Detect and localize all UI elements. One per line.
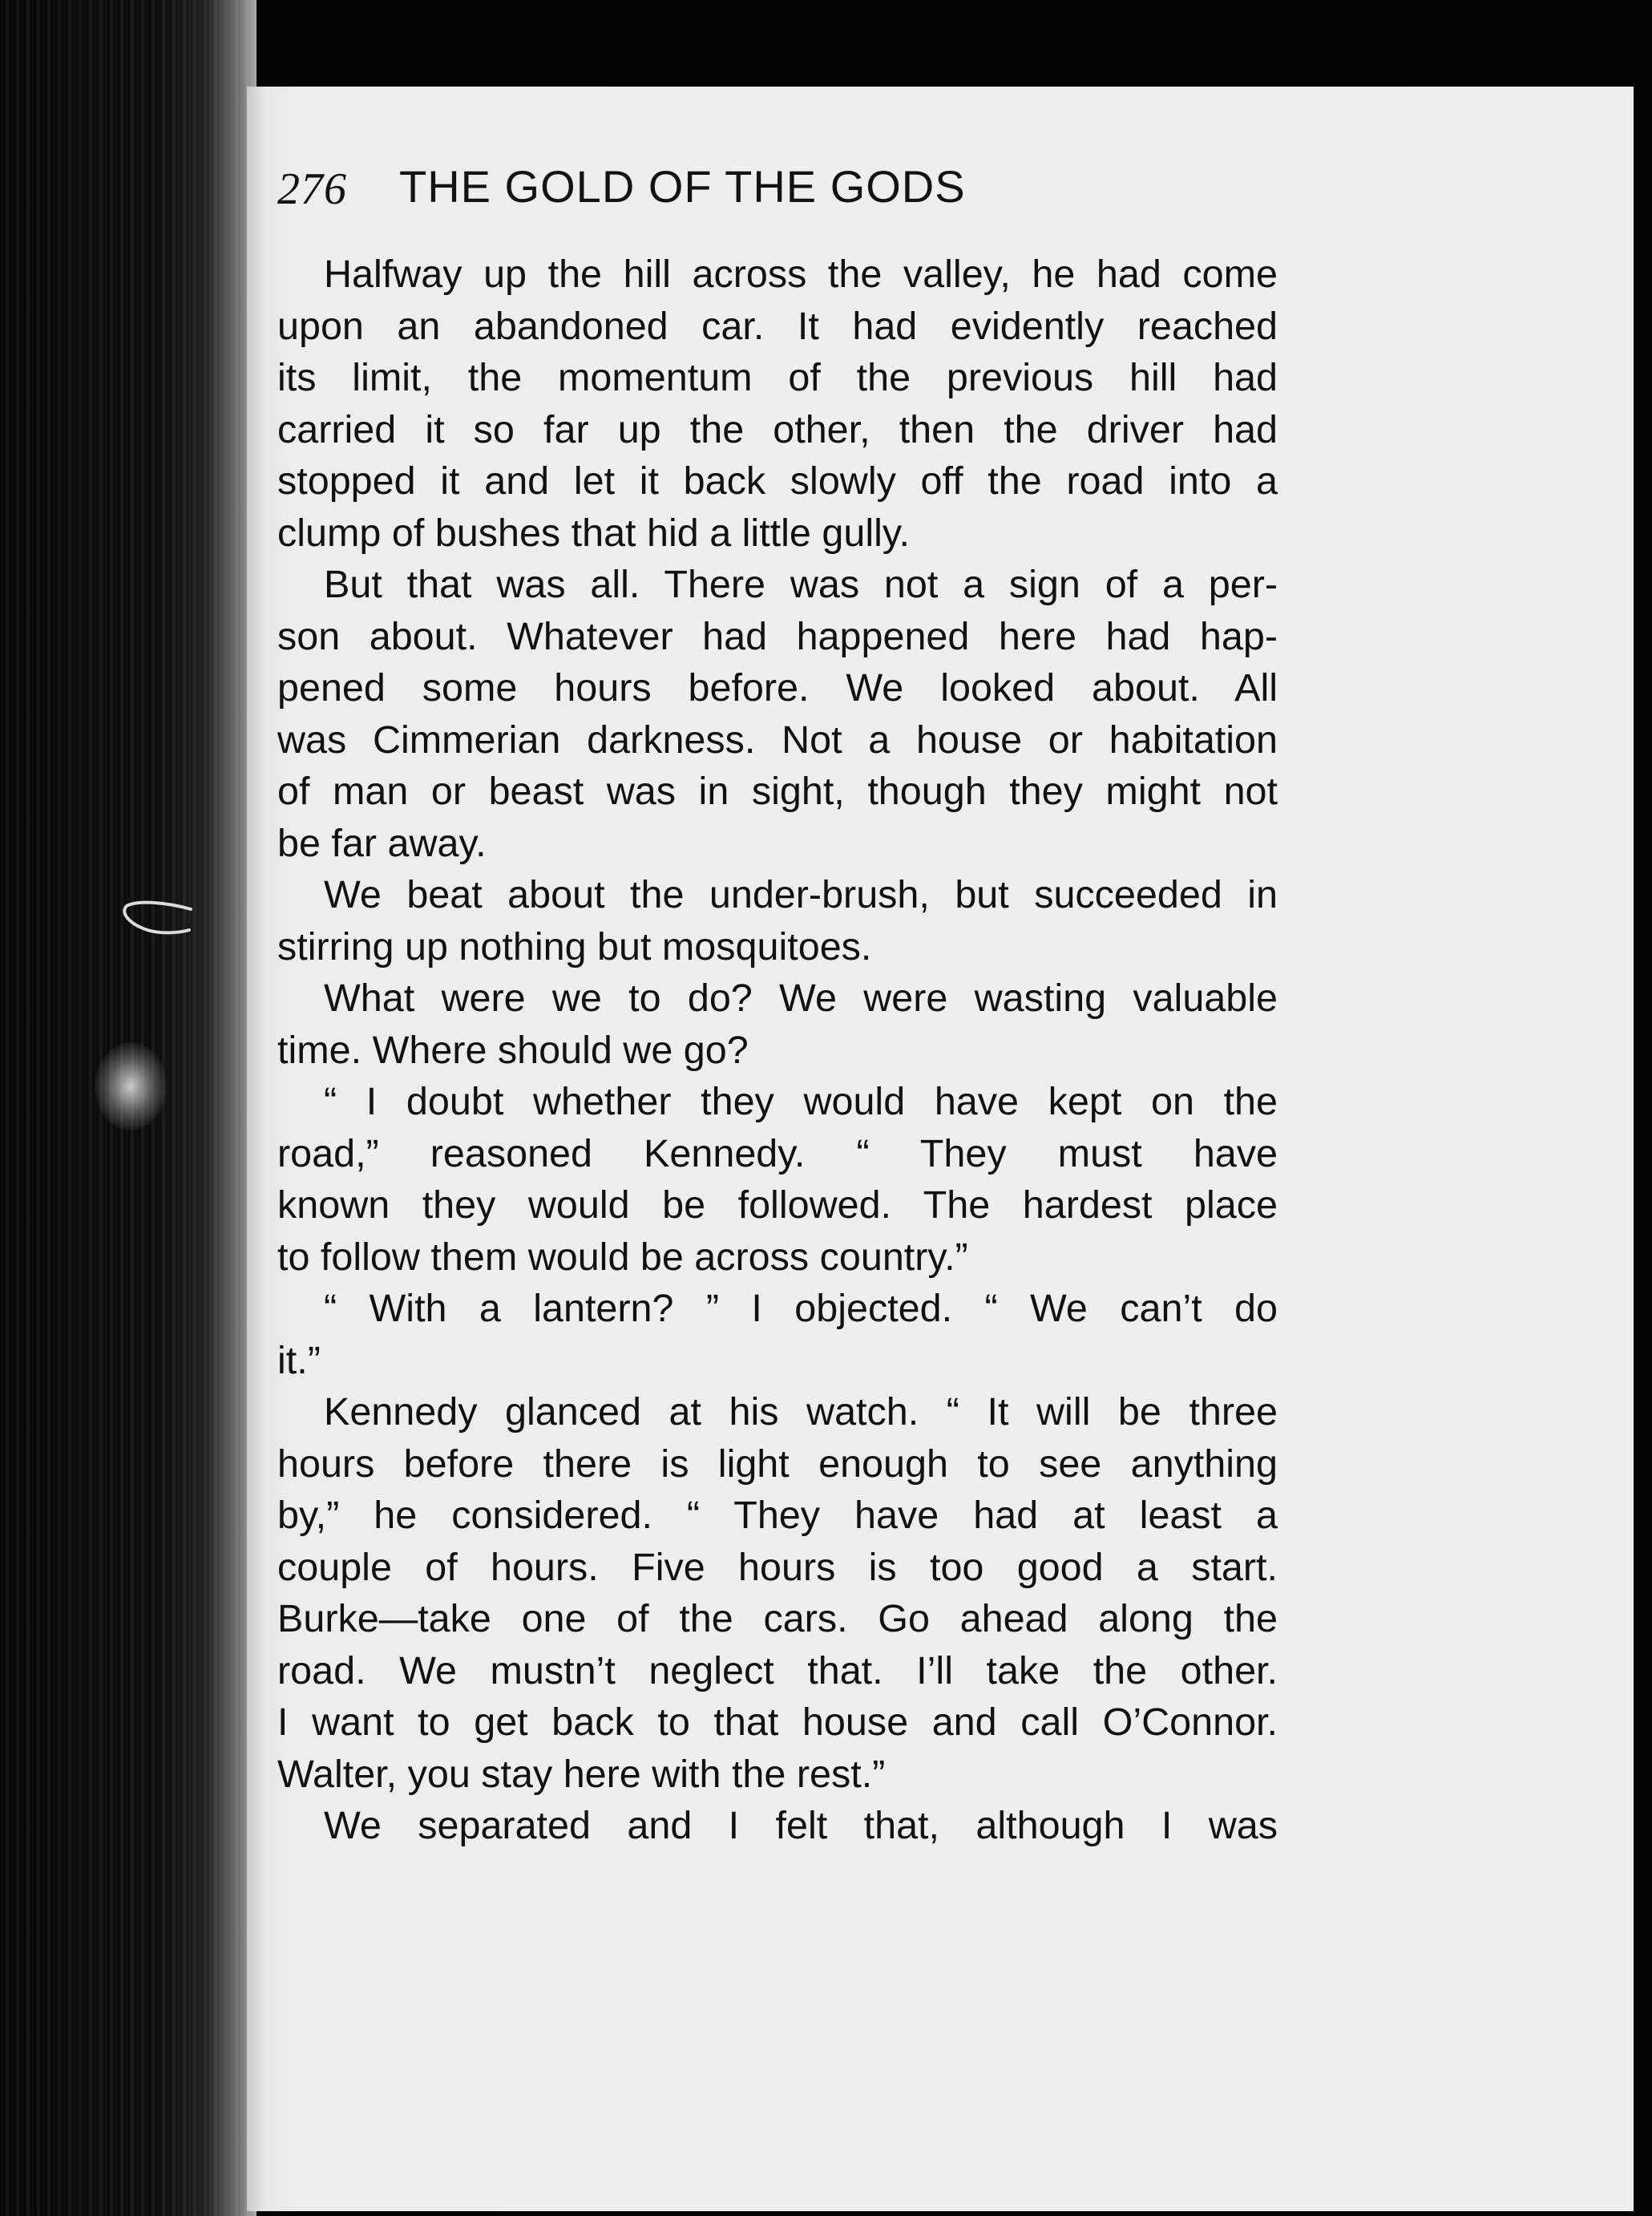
text-line: its limit, the momentum of the previous hill had	[277, 356, 1278, 399]
text-line: hours before there is light enough to see anything	[277, 1442, 1278, 1486]
text-line: time. Where should we go?	[277, 1028, 749, 1072]
text-line: What were we to do? We were wasting valuable	[324, 977, 1278, 1020]
paragraph	[277, 869, 1278, 973]
text-line: pened some hours before. We looked about. All	[277, 666, 1278, 710]
text-line: couple of hours. Five hours is too good a start.	[277, 1545, 1278, 1589]
pencil-mark	[120, 898, 196, 942]
text-line: Halfway up the hill across the valley, he had come	[324, 253, 1278, 296]
text-line: “ With a lantern? ” I objected. “ We can’t do	[324, 1287, 1278, 1330]
text-line: But that was all. There was not a sign of a per-	[324, 563, 1278, 606]
paragraph	[277, 1076, 1278, 1283]
text-line: Kennedy glanced at his watch. “ It will be three	[324, 1390, 1278, 1434]
text-line: stirring up nothing but mosquitoes.	[277, 924, 872, 968]
paragraph	[277, 1386, 1278, 1800]
running-head: THE GOLD OF THE GODS	[399, 161, 966, 212]
text-line: I want to get back to that house and call O’Connor.	[277, 1700, 1278, 1744]
text-line: upon an abandoned car. It had evidently reached	[277, 304, 1278, 348]
text-line: stopped it and let it back slowly off the road into a	[277, 459, 1278, 503]
body-text	[277, 249, 1278, 1852]
text-line: was Cimmerian darkness. Not a house or habitation	[277, 718, 1278, 762]
text-line: We separated and I felt that, although I was	[324, 1804, 1278, 1847]
text-line: of man or beast was in sight, though they might not	[277, 770, 1278, 813]
text-line: road. We mustn’t neglect that. I’ll take the other.	[277, 1648, 1278, 1692]
paragraph	[277, 249, 1278, 559]
book-binding-gutter	[0, 0, 256, 2216]
light-glare	[95, 1042, 167, 1130]
text-line: We beat about the under-brush, but succeeded in	[324, 873, 1278, 916]
text-line: road,” reasoned Kennedy. “ They must have	[277, 1131, 1278, 1175]
paragraph	[277, 1800, 1278, 1852]
text-line: “ I doubt whether they would have kept on the	[324, 1080, 1278, 1123]
text-line: be far away.	[277, 821, 487, 865]
paragraph	[277, 973, 1278, 1076]
text-line: by,” he considered. “ They have had at least a	[277, 1494, 1278, 1537]
paragraph	[277, 1283, 1278, 1386]
paragraph	[277, 559, 1278, 869]
text-line: Walter, you stay here with the rest.”	[277, 1752, 886, 1796]
text-line: known they would be followed. The hardest place	[277, 1183, 1278, 1227]
page-number: 276	[277, 164, 347, 214]
text-line: carried it so far up the other, then the driver had	[277, 407, 1278, 451]
page-header	[277, 160, 1560, 233]
text-line: son about. Whatever had happened here had hap-	[277, 614, 1278, 658]
text-line: clump of bushes that hid a little gully.	[277, 511, 911, 555]
text-line: Burke—take one of the cars. Go ahead along the	[277, 1597, 1278, 1640]
text-line: it.”	[277, 1338, 321, 1382]
text-line: to follow them would be across country.”	[277, 1235, 968, 1279]
